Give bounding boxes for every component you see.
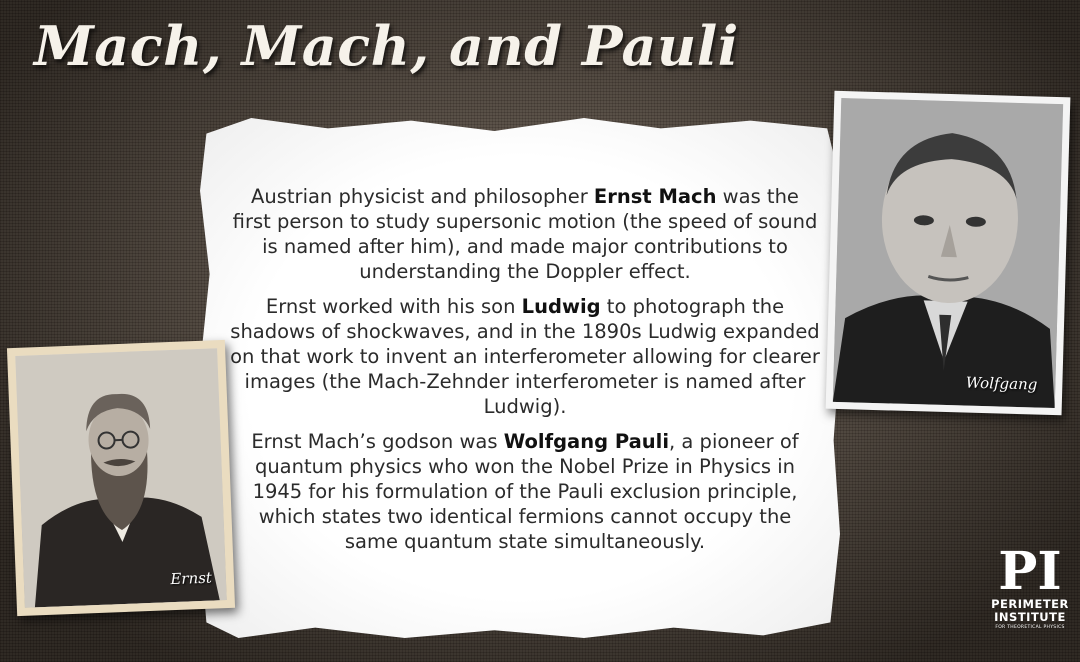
perimeter-institute-logo (990, 541, 1070, 631)
poster-title: Mach, Mach, and Pauli (34, 14, 739, 78)
paragraph-ernst (230, 184, 820, 284)
logo-line-perimeter: PERIMETER (991, 597, 1069, 611)
wolfgang-portrait-illustration (833, 98, 1063, 408)
name-ernst-mach: Ernst Mach (593, 185, 717, 208)
paragraph-text: was the first person to study supersonic motion (the speed of sound is named after him), and made major contributions to understanding the Doppler effect. (232, 185, 818, 283)
logo-line-institute: INSTITUTE (994, 610, 1066, 624)
paragraph-text: , a pioneer of quantum physics who won the Nobel Prize in Physics in 1945 for his formulation of the Pauli exclusion principle, which states two identical fermions cannot occupy the same quantum state simultaneously. (252, 430, 799, 553)
paragraph-text: Ernst worked with his son (265, 295, 522, 318)
paragraph-text: Ernst Mach’s godson was (251, 430, 504, 453)
wolfgang-pauli-photo (826, 91, 1071, 415)
logo-line-tagline: FOR THEORETICAL PHYSICS (995, 625, 1065, 630)
ernst-portrait (15, 348, 227, 608)
paragraph-ludwig (230, 294, 820, 419)
name-ludwig: Ludwig (521, 295, 601, 318)
wolfgang-portrait (833, 98, 1063, 408)
name-wolfgang-pauli: Wolfgang Pauli (503, 430, 670, 453)
ernst-caption: Ernst (170, 568, 213, 589)
pi-logo-icon: PI (998, 541, 1062, 602)
paragraph-text: to photograph the shadows of shockwaves, and in the 1890s Ludwig expanded on that work to invent an interferometer allowing for clearer images (the Mach-Zehnder interferometer is named after Ludwig). (230, 295, 820, 418)
text-block (230, 184, 820, 564)
paragraph-pauli (230, 429, 820, 554)
wolfgang-caption: Wolfgang (965, 373, 1038, 394)
paragraph-text: Austrian physicist and philosopher (251, 185, 594, 208)
ernst-mach-photo (7, 340, 235, 616)
